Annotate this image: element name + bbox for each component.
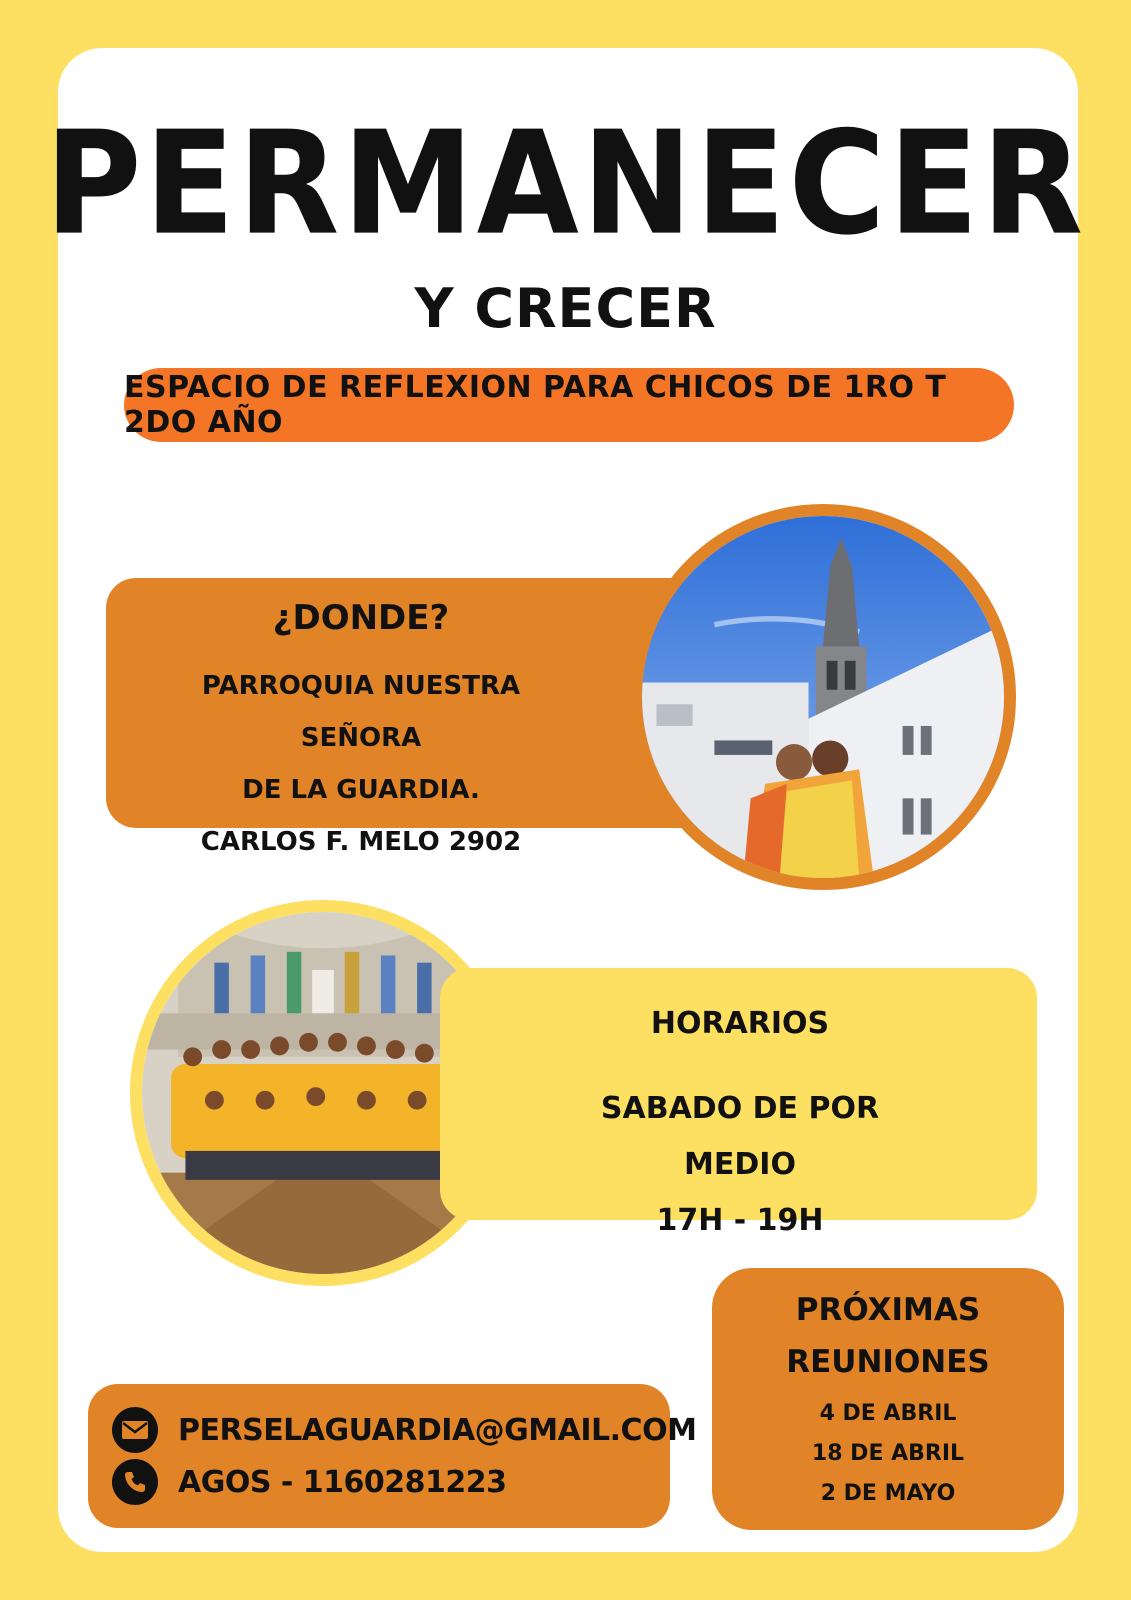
location-line: PARROQUIA NUESTRA SEÑORA (201, 671, 521, 753)
envelope-icon (112, 1407, 158, 1453)
phone-icon (112, 1459, 158, 1505)
poster-title: PERMANECER (44, 100, 1087, 268)
church-photo (630, 504, 1016, 890)
email-text[interactable]: PERSELAGUARDIA@GMAIL.COM (178, 1412, 697, 1448)
next-meetings-heading: REUNIONES (786, 1344, 990, 1380)
email-row (112, 1404, 696, 1456)
tagline-banner (124, 368, 1014, 442)
schedule-line: 17H - 19H (656, 1203, 824, 1238)
meeting-date: 4 DE ABRIL (819, 1401, 957, 1426)
location-line: CARLOS F. MELO 2902 (200, 827, 522, 857)
phone-row (112, 1456, 507, 1508)
poster-subtitle: Y CRECER (414, 277, 717, 340)
location-line: DE LA GUARDIA. (242, 775, 480, 805)
phone-text[interactable]: AGOS - 1160281223 (178, 1464, 507, 1500)
contact-box (88, 1384, 697, 1528)
next-meetings-heading: PRÓXIMAS (795, 1292, 981, 1328)
next-meetings-box (712, 1268, 1064, 1530)
schedule-box (440, 968, 1037, 1238)
schedule-line: SABADO DE POR MEDIO (600, 1091, 880, 1182)
meeting-date: 18 DE ABRIL (811, 1441, 965, 1466)
meeting-date: 2 DE MAYO (820, 1481, 956, 1506)
location-heading: ¿DONDE? (272, 598, 450, 638)
schedule-heading: HORARIOS (650, 1006, 830, 1041)
tagline-text: ESPACIO DE REFLEXION PARA CHICOS DE 1RO T 2DO AÑO (124, 370, 947, 440)
